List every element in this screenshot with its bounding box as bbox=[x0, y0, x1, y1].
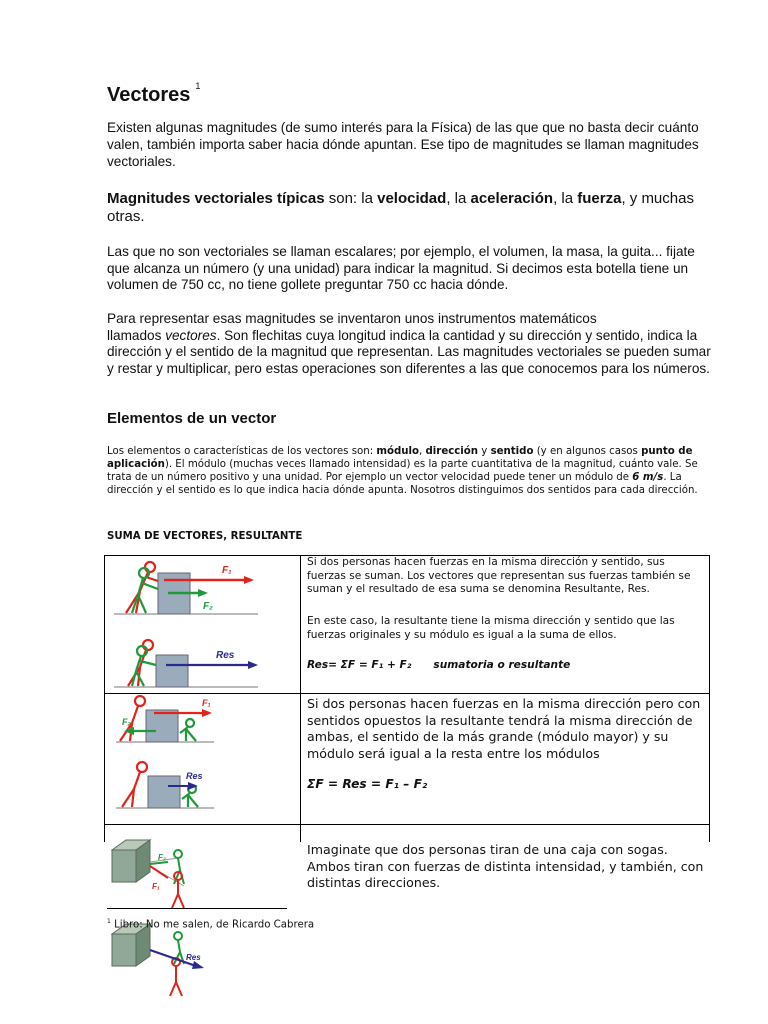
vectors-paragraph: Para representar esas magnitudes se inventaron unos instrumentos matemáticos llamados vectores. Son flechitas cuya longitud indica la cantidad y su dirección y sentido, indica la dirección y el sentido de la magnitud que representan. Las magnitudes vectoriales se pueden sumar y restar y multiplicar, pero estas operaciones son diferentes a las que conocemos para los números. bbox=[107, 311, 711, 376]
cube bbox=[112, 840, 150, 882]
row2-text: Si dos personas hacen fuerzas en la misma dirección pero con sentidos opuestos la resultante tendrá la misma dirección de ambas, el sentido de la más grande (módulo mayor) y su módulo será igual a la resta entre los módulos bbox=[307, 696, 701, 761]
f2-label: F₂ bbox=[203, 601, 213, 612]
res-arrow-head bbox=[192, 961, 204, 969]
person-green-2 bbox=[132, 646, 156, 686]
res-label: Res bbox=[186, 953, 201, 962]
table-border-mid bbox=[300, 555, 301, 842]
f2-arrow-head bbox=[198, 589, 208, 597]
res-arrow-head bbox=[248, 661, 258, 669]
f1-arrow-head bbox=[244, 576, 254, 584]
row1-text: Si dos personas hacen fuerzas en la misma dirección y sentido, sus fuerzas se suman. Los vectores que representan sus fuerzas también se suman y el resultado de esa suma se denomina Resultante, Res. bbox=[307, 556, 691, 595]
f2-arrow bbox=[150, 862, 168, 864]
typical-magnitudes-paragraph: Magnitudes vectoriales típicas son: la velocidad, la aceleración, la fuerza, y muchas otras. bbox=[107, 190, 694, 225]
res-label: Res bbox=[216, 650, 235, 661]
person-green bbox=[132, 568, 158, 613]
row3-text: Imaginate que dos personas tiran de una caja con sogas. Ambos tiran con fuerzas de distinta intensidad, y también, con distintas direcciones. bbox=[307, 842, 704, 890]
box bbox=[146, 710, 178, 742]
f1-label: F₁ bbox=[222, 565, 232, 576]
table-border-row2 bbox=[104, 824, 710, 825]
f1-label: F₁ bbox=[152, 882, 160, 891]
box-2 bbox=[156, 655, 188, 687]
row1-formula: Res= ΣF = F₁ + F₂ sumatoria o resultante bbox=[307, 659, 571, 671]
f1-label: F₁ bbox=[202, 698, 211, 708]
table-border-right bbox=[709, 555, 710, 842]
table-border-left bbox=[104, 555, 105, 842]
f2-label: F₂ bbox=[122, 717, 131, 727]
person-red-2 bbox=[170, 958, 182, 996]
elements-heading: Elementos de un vector bbox=[107, 410, 277, 427]
footnote-separator bbox=[107, 908, 287, 909]
row2-formula: ΣF = Res = F₁ – F₂ bbox=[307, 777, 428, 791]
opposite-direction-illustration bbox=[106, 695, 298, 823]
footnote-ref[interactable]: 1 bbox=[195, 81, 201, 92]
person-green bbox=[180, 719, 196, 741]
row1-text2: En este caso, la resultante tiene la misma dirección y sentido que las fuerzas originales y su módulo es igual a la suma de ellos. bbox=[307, 615, 675, 641]
sum-heading: SUMA DE VECTORES, RESULTANTE bbox=[107, 531, 303, 542]
same-direction-illustration bbox=[106, 557, 298, 692]
person-red-2 bbox=[122, 762, 147, 807]
res-label: Res bbox=[186, 771, 203, 781]
person-red bbox=[172, 872, 184, 908]
footnote: $^1$ Libro: No me salen, de Ricardo Cabrera bbox=[107, 918, 315, 931]
box-2 bbox=[148, 776, 180, 808]
scalars-paragraph: Las que no son vectoriales se llaman escalares; por ejemplo, el volumen, la masa, la guita... fijate que alcanza un número (y una unidad) para indicar la magnitud. Si decimos esta botella tiene un volumen de 750 cc, no tiene gollete preguntar 750 cc hacia dónde. bbox=[107, 244, 695, 292]
page-title: Vectores $^1$ bbox=[107, 81, 201, 106]
table-border-row1 bbox=[104, 693, 710, 694]
intro-paragraph: Existen algunas magnitudes (de sumo interés para la Física) de las que que no basta decir cuánto valen, también importa saber hacia dónde apuntan. Ese tipo de magnitudes se llaman magnitudes vectoriales. bbox=[107, 120, 699, 169]
f1-arrow-head bbox=[202, 709, 212, 717]
f1-arrow bbox=[150, 866, 168, 878]
elements-paragraph: Los elementos o características de los vectores son: módulo, dirección y sentido (y en algunos casos punto de aplicación). El módulo (muchas veces llamado intensidad) es la parte cuantitativa de la magnitud, cuánto vale. Se trata de un número positivo y una unidad. Por ejemplo un vector velocidad puede tener un módulo de 6 m/s. La dirección y el sentido es lo que indica hacia dónde apunta. Nosotros distinguimos dos sentidos para cada dirección. bbox=[107, 446, 698, 496]
f2-label: F₂ bbox=[158, 853, 166, 862]
